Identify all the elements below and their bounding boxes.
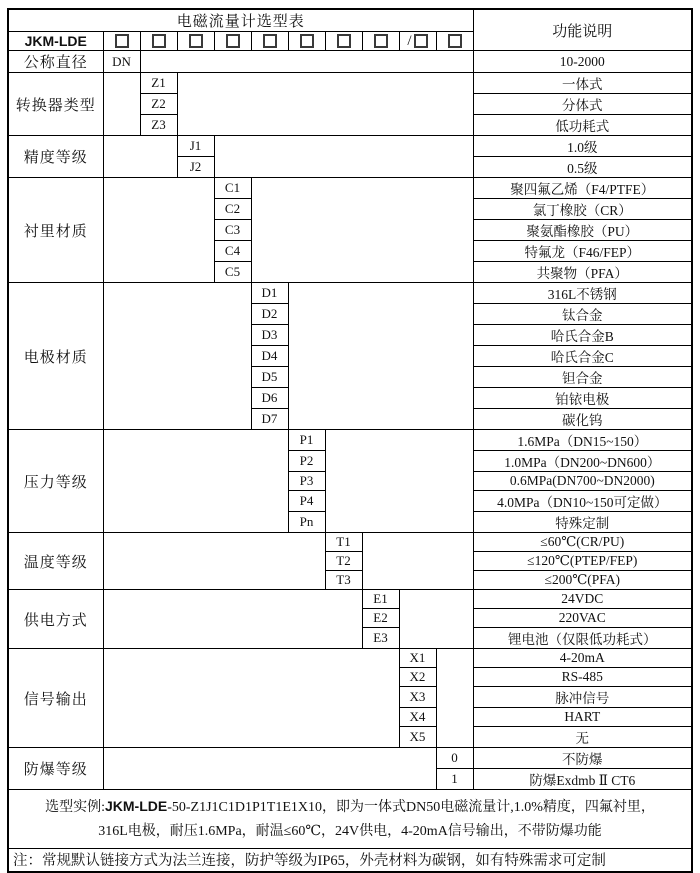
- code-j1: J1: [177, 136, 214, 157]
- desc-dn: 10-2000: [473, 51, 692, 73]
- desc-p2: 1.0MPa（DN200~DN600）: [473, 451, 692, 472]
- desc-x2: RS-485: [473, 668, 692, 687]
- model-prefix: JKM-LDE: [8, 32, 103, 51]
- code-t1: T1: [325, 533, 362, 552]
- spacer-cell: [103, 533, 325, 590]
- code-expl-0: 0: [436, 748, 473, 769]
- slash-separator: /: [407, 32, 412, 49]
- footer-note: 注：常规默认链接方式为法兰连接，防护等级为IP65，外壳材料为碳钢，如有特殊需求可定制: [8, 849, 692, 872]
- section-label-power-supply: 供电方式: [8, 590, 103, 649]
- desc-x4: HART: [473, 708, 692, 727]
- desc-d3: 哈氏合金B: [473, 325, 692, 346]
- desc-pn: 特殊定制: [473, 512, 692, 533]
- desc-d1: 316L不锈钢: [473, 283, 692, 304]
- code-expl-1: 1: [436, 769, 473, 790]
- code-checkbox-7[interactable]: [337, 34, 351, 48]
- code-checkbox-6[interactable]: [300, 34, 314, 48]
- code-pn: Pn: [288, 512, 325, 533]
- desc-t1: ≤60℃(CR/PU): [473, 533, 692, 552]
- section-label-temperature-rating: 温度等级: [8, 533, 103, 590]
- code-checkbox-2[interactable]: [152, 34, 166, 48]
- section-label-explosion-proof: 防爆等级: [8, 748, 103, 790]
- spacer-cell: [251, 178, 473, 283]
- code-j2: J2: [177, 157, 214, 178]
- example-line1: [9, 795, 691, 819]
- code-d3: D3: [251, 325, 288, 346]
- spacer-cell: [103, 748, 436, 790]
- code-checkbox-8[interactable]: [374, 34, 388, 48]
- desc-d7: 碳化钨: [473, 409, 692, 430]
- selection-table: [7, 8, 693, 873]
- code-box-cell-7: [325, 32, 362, 51]
- code-box-cell-4: [214, 32, 251, 51]
- spacer-cell: [362, 533, 473, 590]
- spacer-cell: [399, 590, 473, 649]
- code-z1: Z1: [140, 73, 177, 94]
- desc-e1: 24VDC: [473, 590, 692, 609]
- section-label-accuracy-class: 精度等级: [8, 136, 103, 178]
- code-checkbox-1[interactable]: [115, 34, 129, 48]
- code-box-cell-6: [288, 32, 325, 51]
- example-line2: 316L电极，耐压1.6MPa，耐温≤60℃，24V供电，4-20mA信号输出，不带防爆功能: [98, 823, 602, 839]
- code-box-cell-9: [399, 32, 436, 51]
- code-box-cell-1: [103, 32, 140, 51]
- code-d5: D5: [251, 367, 288, 388]
- desc-c5: 共聚物（PFA）: [473, 262, 692, 283]
- code-t3: T3: [325, 571, 362, 590]
- spacer-cell: [288, 283, 473, 430]
- desc-z2: 分体式: [473, 94, 692, 115]
- selection-example: [8, 790, 692, 849]
- code-e2: E2: [362, 609, 399, 628]
- desc-d5: 钽合金: [473, 367, 692, 388]
- code-checkbox-10[interactable]: [448, 34, 462, 48]
- code-checkbox-4[interactable]: [226, 34, 240, 48]
- desc-x1: 4-20mA: [473, 649, 692, 668]
- spacer-cell: [103, 178, 214, 283]
- desc-c3: 聚氨酯橡胶（PU）: [473, 220, 692, 241]
- table-title: 电磁流量计选型表: [8, 9, 473, 32]
- example-prefix: 选型实例:: [45, 800, 105, 816]
- spacer-cell: [103, 590, 362, 649]
- code-x4: X4: [399, 708, 436, 727]
- code-checkbox-5[interactable]: [263, 34, 277, 48]
- desc-p4: 4.0MPa（DN10~150可定做）: [473, 491, 692, 512]
- spacer-cell: [214, 136, 473, 178]
- section-label-pressure-rating: 压力等级: [8, 430, 103, 533]
- code-checkbox-9[interactable]: [414, 34, 428, 48]
- code-z3: Z3: [140, 115, 177, 136]
- code-x3: X3: [399, 687, 436, 708]
- desc-j2: 0.5级: [473, 157, 692, 178]
- spacer-cell: [103, 73, 140, 136]
- code-x1: X1: [399, 649, 436, 668]
- spacer-cell: [103, 283, 251, 430]
- desc-d2: 钛合金: [473, 304, 692, 325]
- spacer-cell: [103, 430, 288, 533]
- section-label-nominal-diameter: 公称直径: [8, 51, 103, 73]
- desc-d4: 哈氏合金C: [473, 346, 692, 367]
- section-label-electrode-material: 电极材质: [8, 283, 103, 430]
- code-e1: E1: [362, 590, 399, 609]
- desc-x3: 脉冲信号: [473, 687, 692, 708]
- code-dn: DN: [103, 51, 140, 73]
- code-p4: P4: [288, 491, 325, 512]
- code-d7: D7: [251, 409, 288, 430]
- spacer-cell: [103, 649, 399, 748]
- desc-t2: ≤120℃(PTEP/FEP): [473, 552, 692, 571]
- spacer-cell: [177, 73, 473, 136]
- function-column-header: 功能说明: [473, 9, 692, 51]
- code-box-cell-2: [140, 32, 177, 51]
- code-e3: E3: [362, 628, 399, 649]
- desc-x5: 无: [473, 727, 692, 748]
- spacer-cell: [103, 136, 177, 178]
- section-label-liner-material: 衬里材质: [8, 178, 103, 283]
- example-model: JKM-LDE: [105, 798, 168, 815]
- section-label-converter-type: 转换器类型: [8, 73, 103, 136]
- desc-e2: 220VAC: [473, 609, 692, 628]
- code-c3: C3: [214, 220, 251, 241]
- code-box-cell-8: [362, 32, 399, 51]
- code-p1: P1: [288, 430, 325, 451]
- desc-d6: 铂铱电极: [473, 388, 692, 409]
- desc-c4: 特氟龙（F46/FEP）: [473, 241, 692, 262]
- desc-p1: 1.6MPa（DN15~150）: [473, 430, 692, 451]
- code-d4: D4: [251, 346, 288, 367]
- code-t2: T2: [325, 552, 362, 571]
- desc-expl-1: 防爆Exdmb Ⅱ CT6: [473, 769, 692, 790]
- code-box-cell-10: [436, 32, 473, 51]
- code-p3: P3: [288, 472, 325, 491]
- code-x2: X2: [399, 668, 436, 687]
- code-d2: D2: [251, 304, 288, 325]
- desc-t3: ≤200℃(PFA): [473, 571, 692, 590]
- code-box-cell-5: [251, 32, 288, 51]
- spacer-cell: [140, 51, 473, 73]
- section-label-signal-output: 信号输出: [8, 649, 103, 748]
- example-line1-rest: -50-Z1J1C1D1P1T1E1X10，即为一体式DN50电磁流量计,1.0%精度，四氟衬里，: [167, 800, 655, 816]
- desc-z1: 一体式: [473, 73, 692, 94]
- code-c4: C4: [214, 241, 251, 262]
- desc-j1: 1.0级: [473, 136, 692, 157]
- code-p2: P2: [288, 451, 325, 472]
- code-z2: Z2: [140, 94, 177, 115]
- spacer-cell: [436, 649, 473, 748]
- desc-c2: 氯丁橡胶（CR）: [473, 199, 692, 220]
- desc-c1: 聚四氟乙烯（F4/PTFE）: [473, 178, 692, 199]
- desc-z3: 低功耗式: [473, 115, 692, 136]
- spacer-cell: [325, 430, 473, 533]
- code-box-cell-3: [177, 32, 214, 51]
- code-d1: D1: [251, 283, 288, 304]
- code-d6: D6: [251, 388, 288, 409]
- code-x5: X5: [399, 727, 436, 748]
- code-c2: C2: [214, 199, 251, 220]
- desc-p3: 0.6MPa(DN700~DN2000): [473, 472, 692, 491]
- desc-expl-0: 不防爆: [473, 748, 692, 769]
- code-c1: C1: [214, 178, 251, 199]
- code-c5: C5: [214, 262, 251, 283]
- desc-e3: 锂电池（仅限低功耗式）: [473, 628, 692, 649]
- code-checkbox-3[interactable]: [189, 34, 203, 48]
